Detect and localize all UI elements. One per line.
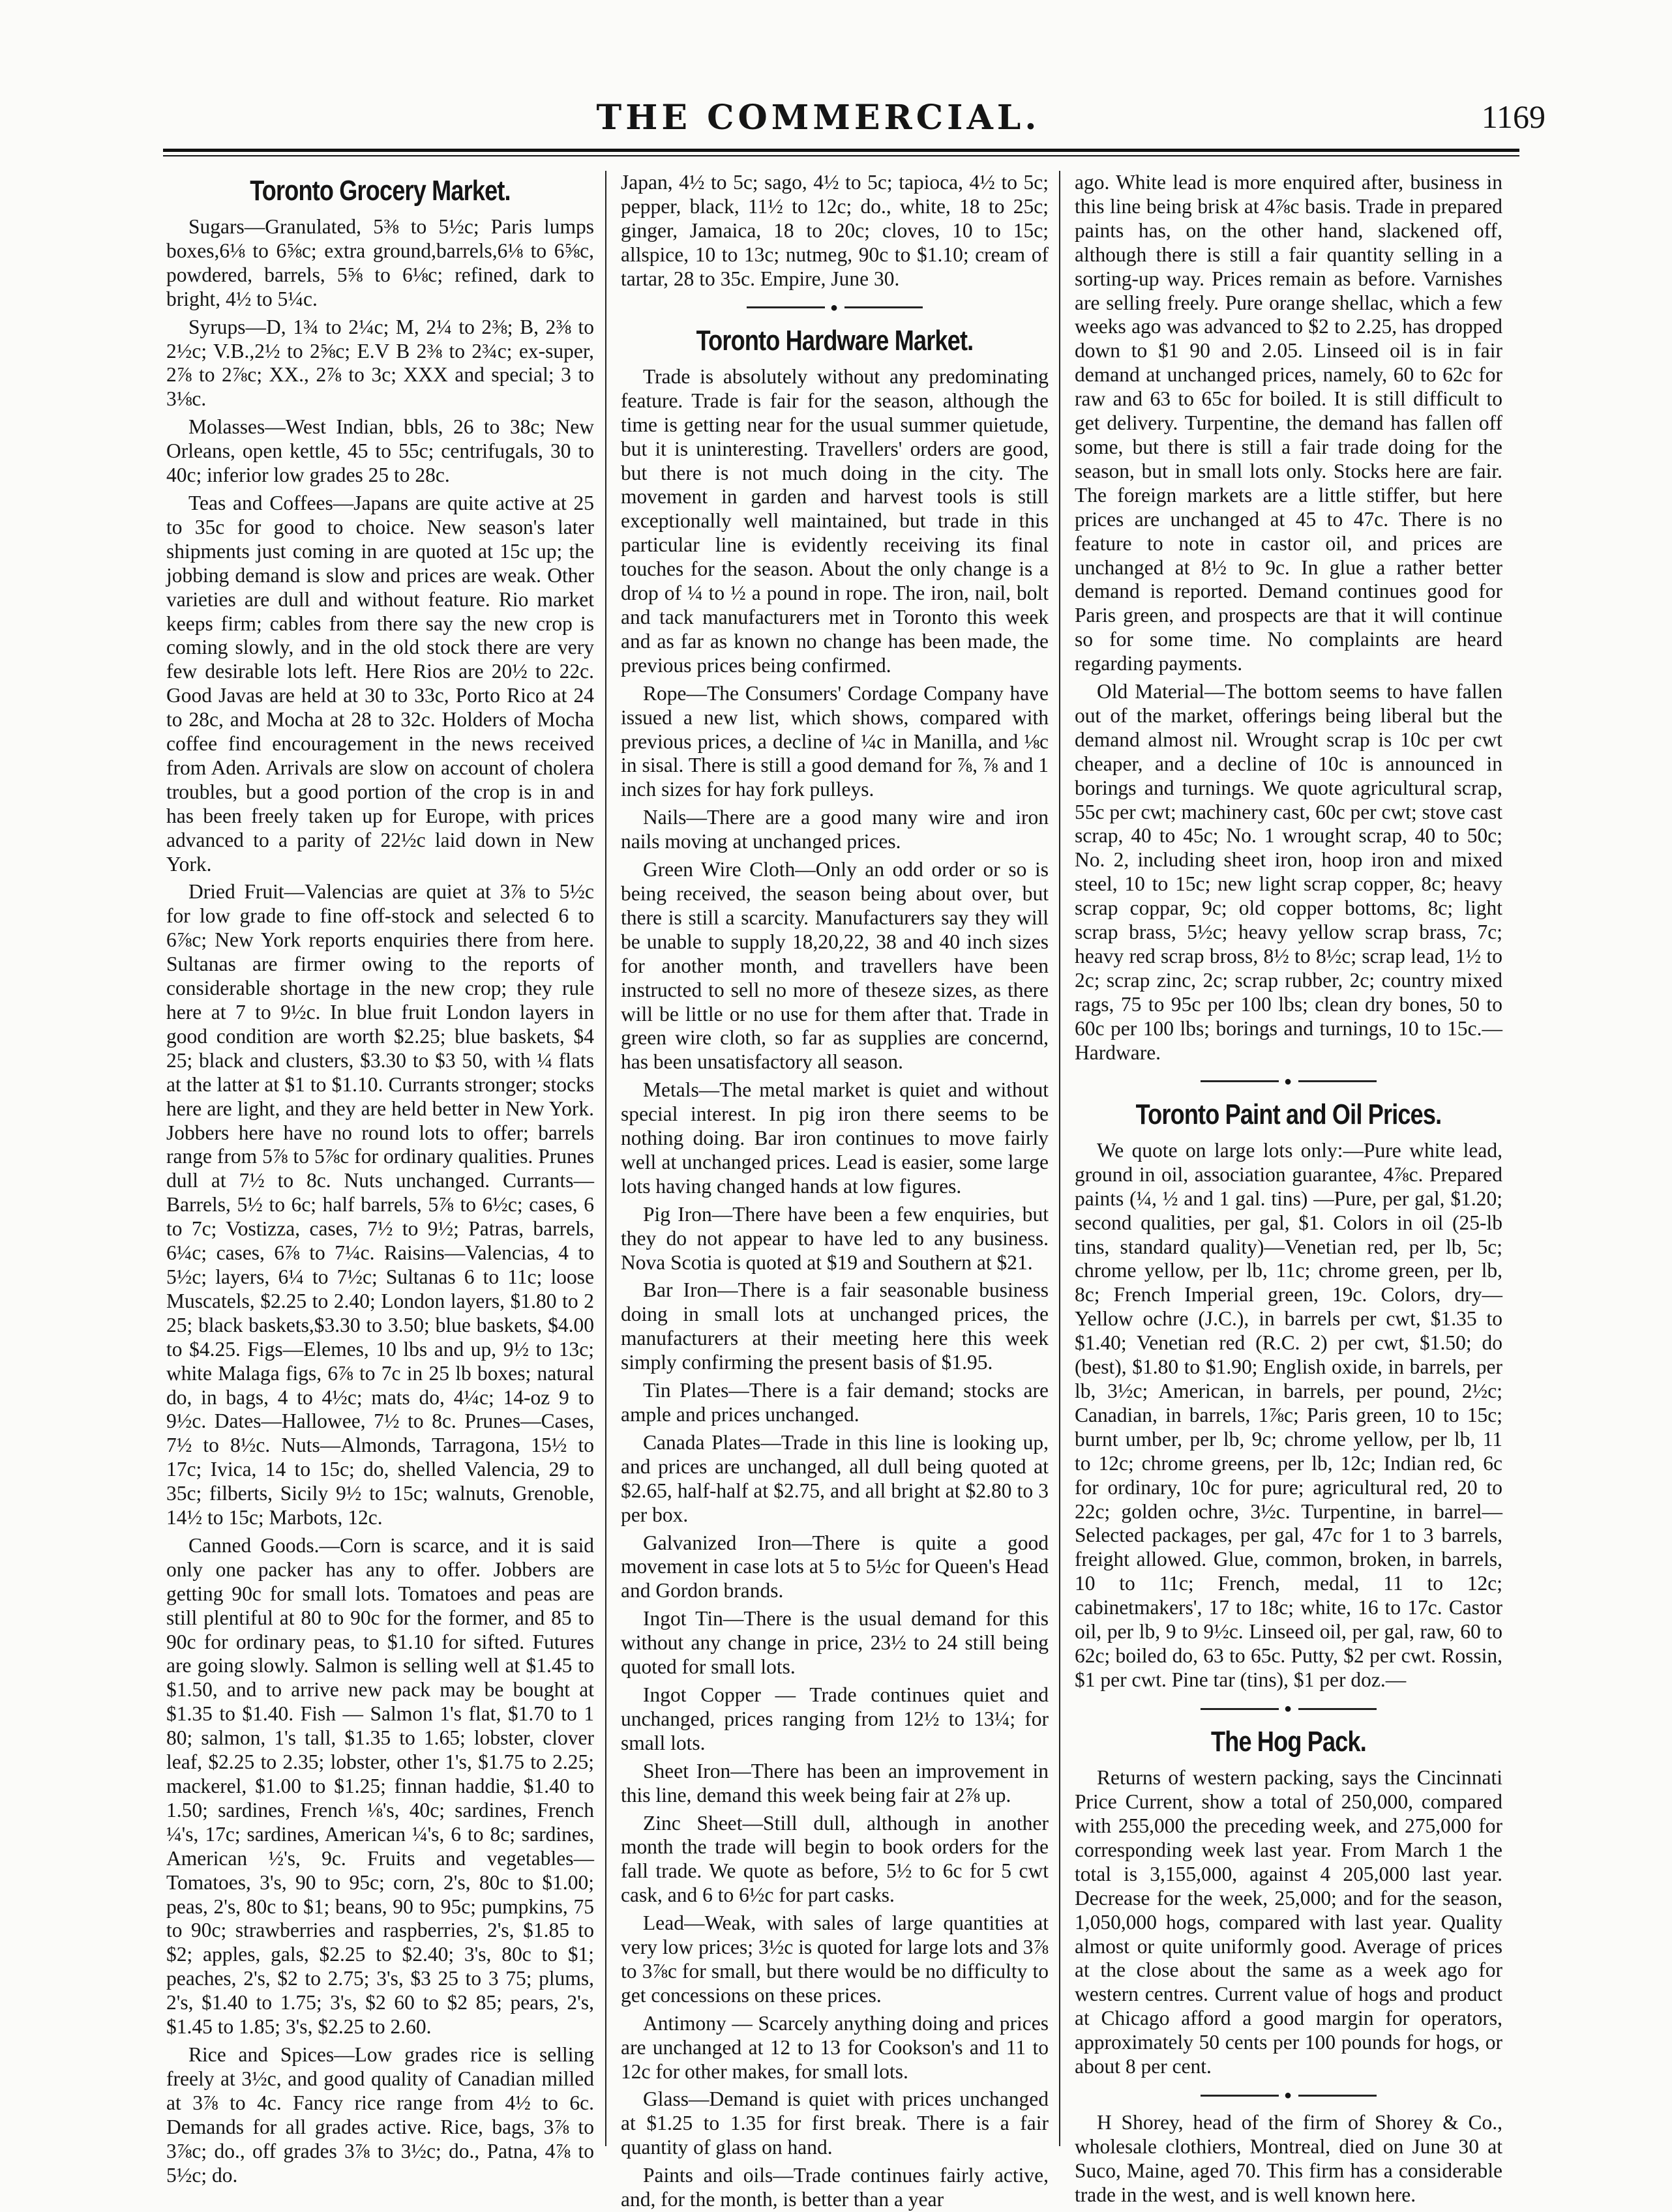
article-paragraph: Ingot Tin—There is the usual demand for this without any change in price, 23½ to 24 still being quoted for small lots.	[621, 1607, 1049, 1679]
article-paragraph: Bar Iron—There is a fair seasonable business doing in small lots at unchanged prices, the manufacturers at their meeting here this week simply confirming the present basis of $1.95.	[621, 1278, 1049, 1374]
article-paragraph: Green Wire Cloth—Only an odd order or so is being received, the season being about over, but there is still a scarcity. Manufacturers say they will be unable to supply 18,20,22, 38 and 40 inch sizes for another month, and travellers have been instructed to sell no more of theseze sizes, as there will be little or no use for them after that. Trade in green wire cloth, so far as supplies are concernd, has been unsatisfactory all season.	[621, 858, 1049, 1074]
section-divider: ●	[1075, 1702, 1502, 1715]
article-paragraph: Old Material—The bottom seems to have fallen out of the market, offerings being liberal but the demand almost nil. Wrought scrap is 10c per cwt cheaper, and a decline of 10c is announced in borings and turnings. We quote agricultural scrap, 55c per cwt; machinery cast, 60c per cwt; stove cast scrap, 40 to 45c; No. 1 wrought scrap, 40 to 50c; No. 2, including sheet iron, hoop iron and mixed steel, 10 to 15c; new light scrap copper, 8c; heavy scrap coppar, 9c; old copper bottoms, 8c; light scrap brass, 5½c; heavy yellow scrap brass, 7c; heavy red scrap bross, 8½ to 8½c; scrap lead, 1½ to 2c; scrap zinc, 2c; scrap rubber, 2c; country mixed rags, 75 to 95c per 100 lbs; clean dry bones, 50 to 60c per 100 lbs; borings and turnings, 10 to 15c.—Hardware.	[1075, 680, 1502, 1064]
article-paragraph: Rice and Spices—Low grades rice is selling freely at 3½c, and good quality of Canadian milled at 3⅞ to 4c. Fancy rice range from 4½ to 6c. Demands for all grades active. Rice, bags, 3⅞ to 3⅞c; do., off grades 3⅞ to 3½c; do., Patna, 4⅞ to 5½c; do.	[166, 2042, 594, 2187]
article-paragraph: Sheet Iron—There has been an improvement in this line, demand this week being fair at 2⅞ up.	[621, 1759, 1049, 1806]
grocery-heading: Toronto Grocery Market.	[250, 175, 511, 207]
column-1	[166, 171, 594, 2187]
masthead	[163, 98, 1545, 137]
paint-oil-heading: Toronto Paint and Oil Prices.	[1135, 1098, 1442, 1130]
column-2	[621, 171, 1049, 2211]
header-rule-thick	[163, 149, 1519, 152]
article-paragraph: Syrups—D, 1¾ to 2¼c; M, 2¼ to 2⅜; B, 2⅜ to 2½c; V.B.,2½ to 2⅝c; E.V B 2⅜ to 2¾c; ex-super, 2⅞ to 2⅞c; XX., 2⅞ to 3c; XXX and special; 3 to 3⅛c.	[166, 315, 594, 411]
section-divider: ●	[1075, 2088, 1502, 2102]
article-paragraph: Nails—There are a good many wire and iron nails moving at unchanged prices.	[621, 806, 1049, 853]
article-paragraph: Metals—The metal market is quiet and without special interest. In pig iron there seems to be nothing doing. Bar iron continues to move fairly well at unchanged prices. Lead is easier, some large lots having changed hands at low figures.	[621, 1078, 1049, 1198]
article-paragraph: Galvanized Iron—There is quite a good movement in case lots at 5 to 5½c for Queen's Head and Gordon brands.	[621, 1531, 1049, 1602]
masthead-title: THE COMMERCIAL.	[596, 98, 1041, 138]
article-paragraph: ago. White lead is more enquired after, business in this line being brisk at 4⅞c basis. Trade in prepared paints has, on the other hand, slackened off, although there is still a fair quantity selling in a sorting-up way. Prices remain as before. Varnishes are selling freely. Pure orange shellac, which a few weeks ago was advanced to $2 to 2.25, has dropped down to $1 90 and 2.05. Linseed oil is in fair demand at unchanged prices, namely, 60 to 62c for raw and 63 to 65c for boiled. It is still difficult to get delivery. Turpentine, the demand has fallen off some, but there is still a fair trade doing for the season, but in small lots only. Stocks here are fair. The foreign markets are a little stiffer, but here prices are unchanged at 45 to 47c. There is no feature to note in castor oil, and prices are unchanged at 8½ to 9c. In glue a rather better demand is reported. Demand continues good for Paris green, and prospects are that it will continue so for some time. No complaints are heard regarding payments.	[1075, 171, 1502, 675]
article-paragraph: Rope—The Consumers' Cordage Company have issued a new list, which shows, compared with previous prices, a decline of ¼c in Manilla, and ⅛c in sisal. There is still a good demand for ⅞, ⅞ and 1 inch sizes for hay fork pulleys.	[621, 681, 1049, 801]
article-paragraph: Returns of western packing, says the Cincinnati Price Current, show a total of 250,000, compared with 255,000 the preceding week, and 275,000 for corresponding week last year. From March 1 the total is 3,155,000, against 4 205,000 last year. Decrease for the week, 25,000; and for the season, 1,050,000 hogs, compared with last year. Quality almost or quite uniformly good. Average of prices at the close about the same as a week ago for western centres. Current value of hogs and product at Chicago afford a good margin for operators, approximately 50 cents per 100 pounds for hogs, or about 8 per cent.	[1075, 1766, 1502, 2078]
article-paragraph: Pig Iron—There have been a few enquiries, but they do not appear to have led to any business. Nova Scotia is quoted at $19 and Southern at $21.	[621, 1202, 1049, 1274]
article-paragraph: We quote on large lots only:—Pure white lead, ground in oil, association guarantee, 4⅞c. Prepared paints (¼, ½ and 1 gal. tins) —Pure, per gal, $1.20; second qualities, per gal, $1. Colors in oil (25-lb tins, standard quality)—Venetian red, per lb, 5c; chrome yellow, per lb, 11c; chrome green, per lb, 8c; French Imperial green, 19c. Colors, dry—Yellow ochre (J.C.), in barrels per cwt, $1.35 to $1.40; Venetian red (R.C. 2) per cwt, $1.50; do (best), $1.80 to $1.90; English oxide, in barrels, per lb, 3½c; American, in barrels, per pound, 2½c; Canadian, in barrels, 1⅞c; Paris green, 10 to 15c; burnt umber, per lb, 9c; chrome yellow, per lb, 11 to 12c; chrome greens, per lb, 12c; Indian red, 6c for ordinary, 10c for pure; agricultural red, 20 to 22c; golden ochre, 3½c. Turpentine, in barrel—Selected packages, per gal, 47c for 1 to 3 barrels, freight allowed. Glue, common, broken, in barrels, 10 to 11c; French, medal, 11 to 12c; cabinetmakers', 17 to 18c; white, 16 to 17c. Castor oil, per lb, 9 to 9½c. Linseed oil, per gal, raw, 60 to 62c; boiled do, 63 to 65c. Putty, $2 per cwt. Rossin, $1 per cwt. Pine tar (tins), $1 per doz.—	[1075, 1138, 1502, 1691]
article-paragraph: Dried Fruit—Valencias are quiet at 3⅞ to 5½c for low grade to fine off-stock and selected 6 to 6⅞c; New York reports enquiries there from here. Sultanas are firmer owing to the reports of considerable shortage in the new crop; they rule here at 7 to 9½c. In blue fruit London layers in good condition are worth $2.25; blue baskets, $4 25; black and clusters, $3.30 to $3 50, with ¼ flats at the latter at $1 to $1.10. Currants stronger; stocks here are light, and they are held better in New York. Jobbers here have no round lots to offer; barrels range from 5⅞ to 5⅞c for ordinary qualities. Prunes dull at 7½ to 8c. Nuts unchanged. Currants—Barrels, 5½ to 6c; half barrels, 5⅞ to 6½c; cases, 6 to 7c; Vostizza, cases, 7½ to 9½; Patras, barrels, 6¼c; cases, 6⅞ to 7¼c. Raisins—Valencias, 4 to 5½c; layers, 6¼ to 7½c; Sultanas 6 to 11c; loose Muscatels, $2.25 to 2.40; London layers, $1.80 to 2 25; black baskets,$3.30 to 3.50; blue baskets, $4.00 to $4.25. Figs—Elemes, 10 lbs and up, 9½ to 13c; white Malaga figs, 6⅞ to 7c in 25 lb boxes; natural do, in bags, 4 to 4½c; mats do, 4¼c; 14-oz 9 to 9½c. Dates—Hallowee, 7½ to 8c. Prunes—Cases, 7½ to 8½c. Nuts—Almonds, Tarragona, 15½ to 17c; Ivica, 14 to 15c; do, shelled Valencia, 29 to 35c; filberts, Sicily 9½ to 15c; walnuts, Grenoble, 14½ to 15c; Marbots, 12c.	[166, 880, 594, 1529]
article-paragraph: Glass—Demand is quiet with prices unchanged at $1.25 to 1.35 for first break. There is a fair quantity of glass on hand.	[621, 2087, 1049, 2159]
article-paragraph: Ingot Copper — Trade continues quiet and unchanged, prices ranging from 12½ to 13¼; for small lots.	[621, 1683, 1049, 1754]
page-number: 1169	[1481, 98, 1545, 135]
column-divider-2	[1059, 171, 1060, 2146]
column-divider-1	[605, 171, 606, 2146]
article-paragraph: Antimony — Scarcely anything doing and prices are unchanged at 12 to 13 for Cookson's and 11 to 12c for other makes, for small lots.	[621, 2011, 1049, 2083]
article-paragraph: Lead—Weak, with sales of large quantities at very low prices; 3½c is quoted for large lots and 3⅞ to 3⅞c for small, but there would be no difficulty to get concessions on these prices.	[621, 1911, 1049, 2007]
article-paragraph: Canned Goods.—Corn is scarce, and it is said only one packer has any to offer. Jobbers are getting 90c for small lots. Tomatoes and peas are still plentiful at 80 to 90c for the former, and 85 to 90c for ordinary peas, to $1.10 for sifted. Futures are going slowly. Salmon is selling well at $1.45 to $1.50, and to arrive new pack may be bought at $1.35 to $1.40. Fish — Salmon 1's flat, $1.70 to 1 80; salmon, 1's tall, $1.35 to 1.65; lobster, clover leaf, $2.25 to 2.35; lobster, other 1's, $1.75 to 2.25; mackerel, $1.00 to $1.25; finnan haddie, $1.40 to 1.50; sardines, French ⅛'s, 40c; sardines, French ¼'s, 17c; sardines, American ¼'s, 6 to 8c; sardines, American ½'s, 9c. Fruits and vegetables—Tomatoes, 3's, 90 to 95c; corn, 2's, 80c to $1.00; peas, 2's, 80c to $1; beans, 90 to 95c; pumpkins, 75 to 90c; strawberries and raspberries, 2's, $1.85 to $2; apples, gals, $2.25 to $2.40; 3's, 80c to $1; peaches, 2's, $2 to 2.75; 3's, $3 25 to 3 75; plums, 2's, $1.40 to 1.75; 3's, $2 60 to $2 85; pears, 2's, $1.45 to 1.85; 3's, $2.25 to 2.60.	[166, 1533, 594, 2039]
section-divider: ●	[621, 301, 1049, 314]
article-paragraph: Sugars—Granulated, 5⅜ to 5½c; Paris lumps boxes,6⅛ to 6⅝c; extra ground,barrels,6⅛ to 6⅝c, powdered, barrels, 5⅝ to 6⅛c; refined, dark to bright, 4½ to 5¼c.	[166, 215, 594, 310]
article-paragraph: H Shorey, head of the firm of Shorey & Co., wholesale clothiers, Montreal, died on June 30 at Suco, Maine, aged 70. This firm has a considerable trade in the west, and is well known here.	[1075, 2111, 1502, 2207]
section-divider: ●	[1075, 1074, 1502, 1088]
article-paragraph: Canada Plates—Trade in this line is looking up, and prices are unchanged, all dull being quoted at $2.65, half-half at $2.75, and all bright at $2.80 to 3 per box.	[621, 1430, 1049, 1526]
article-paragraph: Tin Plates—There is a fair demand; stocks are ample and prices unchanged.	[621, 1379, 1049, 1426]
article-paragraph: Molasses—West Indian, bbls, 26 to 38c; New Orleans, open kettle, 45 to 55c; centrifugals, 30 to 40c; inferior low grades 25 to 28c.	[166, 415, 594, 487]
article-paragraph: Zinc Sheet—Still dull, although in another month the trade will begin to book orders for the fall trade. We quote as before, 5½ to 6c for 5 cwt cask, and 6 to 6½c for part casks.	[621, 1811, 1049, 1907]
article-paragraph: Teas and Coffees—Japans are quite active at 25 to 35c for good to choice. New season's later shipments just coming in are quoted at 15c up; the jobbing demand is slow and prices are weak. Other varieties are dull and without feature. Rio market keeps firm; cables from there say the new crop is coming slowly, and in the old stock there are very few desirable lots left. Here Rios are 20½ to 22c. Good Javas are held at 30 to 33c, Porto Rico at 24 to 28c, and Mocha at 28 to 32c. Holders of Mocha coffee find encouragement in the news received from Aden. Arrivals are slow on account of cholera troubles, but a good portion of the crop is in and has been freely taken up for Europe, with prices advanced to a parity of 22½c laid down in New York.	[166, 491, 594, 876]
header-rule-thin	[163, 155, 1519, 156]
article-paragraph: Trade is absolutely without any predominating feature. Trade is fair for the season, although the time is getting near for the usual summer quietude, but it is uninteresting. Travellers' orders are good, but there is not much doing in the city. The movement in garden and harvest tools is still exceptionally well maintained, but trade in this particular line is evidently receiving its final touches for the season. About the only change is a drop of ¼ to ½ a pound in rope. The iron, nail, bolt and tack manufacturers met in Toronto this week and as far as known no change has been made, the previous prices being confirmed.	[621, 364, 1049, 677]
hardware-heading: Toronto Hardware Market.	[696, 324, 974, 357]
hog-pack-heading: The Hog Pack.	[1211, 1726, 1366, 1758]
article-paragraph: Japan, 4½ to 5c; sago, 4½ to 5c; tapioca, 4½ to 5c; pepper, black, 11½ to 12c; do., white, 18 to 25c; ginger, Jamaica, 18 to 20c; cloves, 10 to 15c; allspice, 10 to 13c; nutmeg, 90c to $1.10; cream of tartar, 28 to 35c. Empire, June 30.	[621, 171, 1049, 290]
article-paragraph: Paints and oils—Trade continues fairly active, and, for the month, is better than a year	[621, 2164, 1049, 2211]
column-3	[1075, 171, 1502, 2207]
